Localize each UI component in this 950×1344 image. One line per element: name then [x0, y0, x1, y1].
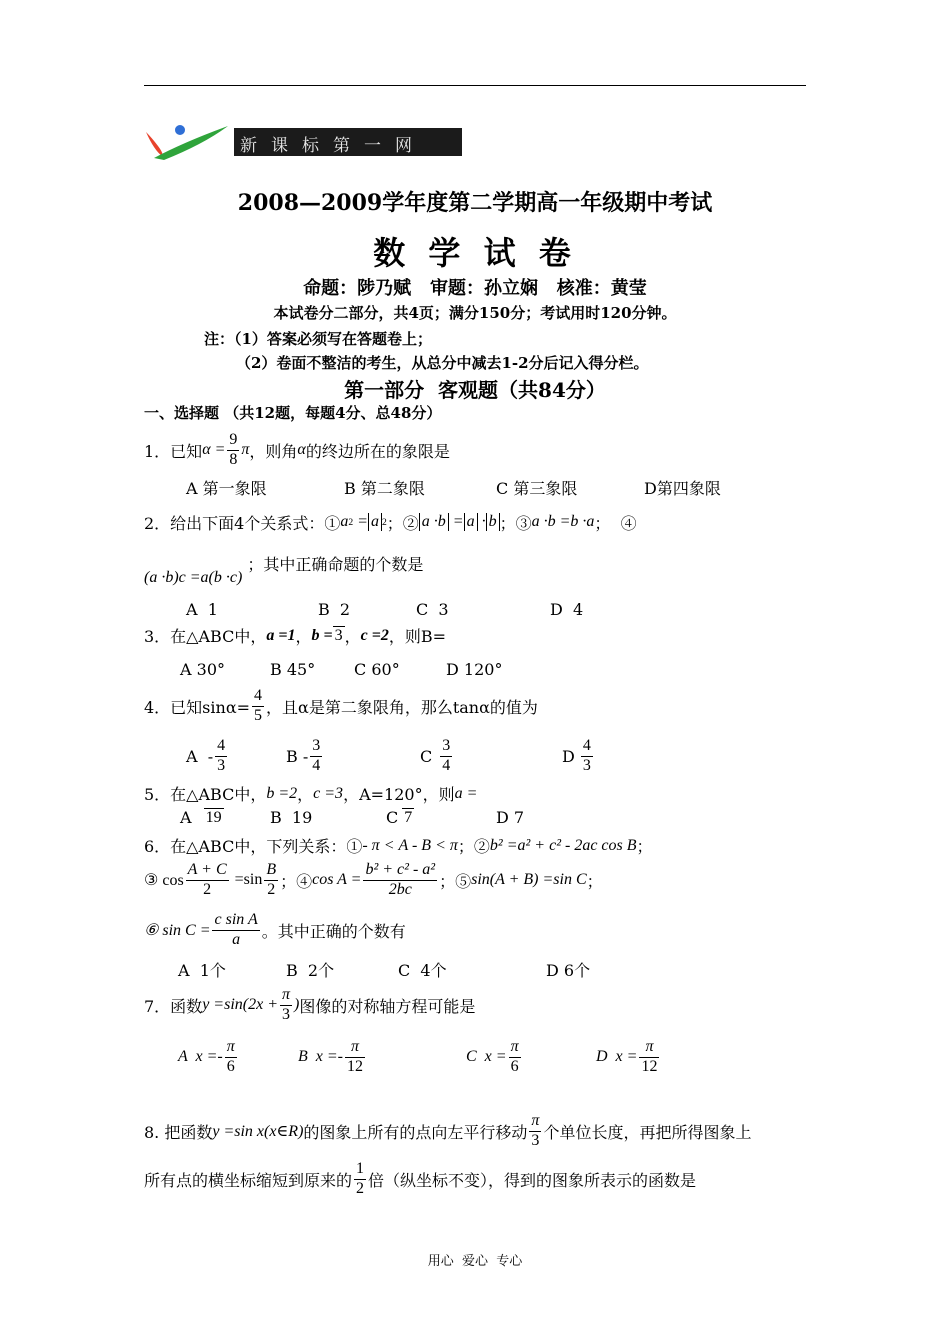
q6-rel6-den: a [232, 930, 241, 948]
q2-option-c[interactable]: C 3 [416, 600, 449, 619]
q5-option-d[interactable]: D 7 [496, 808, 525, 827]
q2-sep2: ；② [386, 513, 419, 533]
q7-prefix: 7．函数 [144, 996, 203, 1016]
q3-option-d[interactable]: D 120° [446, 660, 503, 679]
q7-opt-b-num: π [345, 1038, 365, 1057]
q2-rel1-a: a [340, 513, 349, 530]
q6-line3 [144, 906, 406, 954]
q4-opt-a-label: A - [186, 746, 214, 766]
q7-opt-c-den: 6 [510, 1057, 519, 1075]
q3-b-sqrt: 3 [334, 627, 343, 644]
q6-rel3-frac1 [186, 861, 229, 899]
q5-opt-a-sqrt: 19 [205, 809, 222, 826]
q6-line2 [144, 856, 603, 904]
q7-option-c[interactable] [466, 1034, 523, 1080]
q7-option-d[interactable] [596, 1034, 661, 1080]
q5-c: c =3 [313, 784, 344, 802]
intro-line: 本试卷分二部分，共4页；满分150分；考试用时120分钟。 [273, 304, 677, 322]
q8-den: 3 [531, 1131, 540, 1149]
q1-alpha: α = [202, 441, 226, 458]
q6-option-c[interactable]: C 4个 [398, 961, 447, 980]
q6-option-a[interactable]: A 1个 [178, 961, 226, 980]
q3-c: c =2 [360, 626, 389, 644]
subject-title: 数 学 试 卷 [373, 234, 577, 272]
q8-prefix: 8. 把函数 [144, 1122, 213, 1142]
q5-opt-a-label: A [180, 808, 192, 827]
question-8 [144, 1108, 751, 1154]
q2-option-a[interactable]: A 1 [186, 600, 218, 619]
q7-func: y =sin(2x + [202, 996, 278, 1013]
q1-prefix: 1．已知 [144, 441, 203, 461]
q5-prefix: 5．在△ABC中， [144, 785, 267, 804]
q1-option-a[interactable]: A 第一象限 [186, 479, 267, 498]
q7-opt-d-frac [639, 1038, 659, 1076]
page-footer: 用心 爱心 专心 [427, 1254, 523, 1269]
q7-frac [280, 986, 292, 1024]
q4-den: 5 [254, 706, 263, 724]
q2-option-b[interactable]: B 2 [318, 600, 351, 619]
q1-fraction [227, 431, 239, 469]
q1-den: 8 [229, 450, 238, 468]
q8-line2a: 所有点的横坐标缩短到原来的 [144, 1170, 353, 1190]
q6-option-b[interactable]: B 2个 [286, 961, 335, 980]
header-rule [144, 85, 806, 86]
q5-opt-c-label: C [386, 808, 399, 827]
q7-opt-a-num: π [225, 1038, 237, 1057]
q4-opt-c-num: 3 [440, 737, 452, 756]
q7-opt-a-den: 6 [226, 1057, 235, 1075]
q5-b: b =2 [266, 784, 298, 802]
q8-num: π [529, 1112, 541, 1131]
q4-opt-d-label: D [562, 746, 575, 766]
q8-line2b: 倍（纵坐标不变），得到的图象所表示的函数是 [368, 1170, 697, 1190]
q1-option-b[interactable]: B 第二象限 [344, 479, 425, 498]
q8-den2: 2 [356, 1179, 365, 1197]
q1-text: ，则角 [249, 441, 298, 461]
q1-option-c[interactable]: C 第三象限 [496, 479, 578, 498]
q4-tail: ，且α是第二象限角，那么tanα的值为 [266, 697, 538, 717]
section-heading: 一、选择题 （共12题，每题4分、总48分） [144, 404, 442, 422]
q2-rel1-sup: 2 [348, 516, 354, 528]
q2-option-d[interactable]: D 4 [550, 600, 584, 619]
q4-prefix: 4．已知sinα= [144, 697, 251, 717]
q7-opt-d-num: π [639, 1038, 659, 1057]
q6-rel2: b² =a² + c² - 2ac cos B [489, 836, 637, 854]
q4-fraction [252, 687, 264, 725]
q2-rel2-b: b [486, 513, 500, 531]
q5-a: a = [454, 784, 478, 802]
q7-tail: 图像的对称轴方程可能是 [299, 996, 476, 1016]
q4-opt-c-frac [440, 737, 452, 775]
q6-option-d[interactable]: D 6个 [546, 961, 591, 980]
q5-mid: ，A=120°，则 [343, 785, 455, 804]
exam-title: 2008—2009学年度第二学期高一年级期中考试 [237, 190, 713, 216]
q3-a: a =1 [266, 626, 296, 644]
q4-opt-b-frac [310, 737, 322, 775]
q2-rel1-sup2: 2 [381, 516, 387, 528]
logo-swoosh-icon [144, 122, 234, 162]
logo-text: 新课标第一网 [240, 136, 426, 156]
q7-opt-d-label: D x = [596, 1048, 638, 1065]
q4-opt-d-num: 4 [581, 737, 593, 756]
q3-b: b = [311, 626, 333, 644]
q2-rel1-abs: a [368, 513, 382, 531]
q5-option-b[interactable]: B 19 [270, 808, 313, 827]
q6-rel6-num: c sin A [212, 911, 259, 930]
q7-opt-d-den: 12 [641, 1057, 658, 1075]
question-4 [144, 684, 538, 728]
q3-option-c[interactable]: C 60° [354, 660, 400, 679]
q8-tail: 个单位长度，再把所得图象上 [543, 1122, 752, 1142]
q6-rel3-pre: ③ cos [144, 872, 184, 889]
q2-sep4: ； ④ [594, 513, 637, 533]
q1-pi: π [241, 441, 250, 458]
q4-opt-b-label: B - [286, 746, 309, 766]
q8-frac2 [354, 1160, 366, 1198]
q4-option-d[interactable] [562, 734, 595, 778]
q7-den: 3 [281, 1005, 290, 1023]
q2-rel1-eq: = [353, 513, 368, 530]
q7-opt-b-label: B x =- [298, 1048, 343, 1065]
logo [144, 122, 464, 162]
q6-rel5: sin(A + B) =sin C [471, 871, 587, 888]
q7-opt-a-frac [225, 1038, 237, 1076]
q8-mid: 的图象上所有的点向左平行移动 [303, 1122, 528, 1142]
q4-opt-d-frac [581, 737, 593, 775]
q2-rel4: (a ·b)c =a(b ·c) [144, 569, 243, 586]
q4-opt-b-den: 4 [312, 756, 321, 774]
q1-num: 9 [227, 431, 239, 450]
q6-rel4-num: b² + c² - a² [363, 861, 437, 880]
q6-rel4-den: 2bc [388, 880, 412, 898]
q7-num: π [280, 986, 292, 1005]
q1-text2: 的终边所在的象限是 [305, 441, 450, 461]
q4-opt-d-den: 3 [582, 756, 591, 774]
q7-opt-c-label: C x = [466, 1048, 507, 1065]
q4-opt-a-num: 4 [215, 737, 227, 756]
q8-num2: 1 [354, 1160, 366, 1179]
note-1: 注：（1）答案必须写在答题卷上； [204, 330, 432, 348]
q8-frac [529, 1112, 541, 1150]
q6-rel6-frac [212, 911, 259, 949]
q7-option-a[interactable] [178, 1034, 239, 1080]
q2-rel3: a ·b =b ·a [531, 513, 595, 530]
q4-opt-c-den: 4 [442, 756, 451, 774]
part1-title: 第一部分 客观题（共84分） [344, 378, 606, 402]
authors-line: 命题：陟乃赋 审题：孙立娴 核准：黄莹 [303, 278, 647, 299]
q3-prefix: 3．在△ABC中， [144, 627, 267, 646]
q4-option-a[interactable] [186, 734, 229, 778]
q7-opt-a-label: A x =- [178, 1048, 223, 1065]
question-2 [144, 506, 637, 538]
q5-option-c[interactable] [386, 808, 414, 827]
q4-opt-c-label: C [420, 746, 433, 766]
q4-opt-a-frac [215, 737, 227, 775]
q5-opt-c-sqrt: 7 [404, 809, 413, 826]
q1-option-d[interactable]: D第四象限 [644, 479, 721, 498]
q2-rel2-abs: a ·b [419, 513, 449, 531]
q3-option-a[interactable]: A 30° [180, 660, 225, 679]
question-6 [144, 834, 653, 857]
q2-rel2-dot: · [477, 513, 486, 530]
q6-prefix: 6．在△ABC中，下列关系：① [144, 837, 363, 856]
q2-prefix: 2．给出下面4个关系式：① [144, 513, 341, 533]
q6-sep5: ；⑤ [439, 871, 472, 891]
note-2: （2）卷面不整洁的考生，从总分中减去1-2分后记入得分栏。 [236, 354, 649, 372]
question-1 [144, 428, 450, 472]
q4-opt-a-den: 3 [217, 756, 226, 774]
question-5: 5．在△ABC中， b =2 ， c =3 ，A=120°，则 a = [144, 782, 477, 805]
q6-sep4: ；④ [280, 871, 313, 891]
q1-alpha2: α [297, 441, 306, 458]
q6-sep2: ；② [457, 837, 490, 856]
logo-text-band [234, 128, 462, 156]
q6-rel4-frac [363, 861, 437, 899]
q6-rel3-den1: 2 [203, 880, 212, 898]
q5-option-a[interactable] [180, 808, 224, 827]
q4-option-c[interactable] [420, 734, 454, 778]
q6-rel1: - π < A - B < π [362, 836, 458, 854]
q6-rel6-pre: ⑥ sin C = [144, 922, 211, 939]
q2-rel2-a: a [464, 513, 478, 531]
question-3: 3．在△ABC中， a =1 ， b = 3 ， c =2 ，则B= [144, 624, 446, 647]
q4-opt-b-num: 3 [310, 737, 322, 756]
q7-opt-c-frac [509, 1038, 521, 1076]
q8-line2 [144, 1156, 696, 1202]
q7-option-b[interactable] [298, 1034, 367, 1080]
q7-opt-b-den: 12 [347, 1057, 363, 1075]
q3-option-b[interactable]: B 45° [270, 660, 316, 679]
q7-opt-c-num: π [509, 1038, 521, 1057]
q2-sep3: ；③ [499, 513, 532, 533]
q2-rel2-eq: = [448, 513, 464, 530]
question-7 [144, 982, 475, 1028]
q4-num: 4 [252, 687, 264, 706]
q2-line2 [144, 552, 424, 586]
q6-rel4-pre: cos A = [312, 871, 362, 888]
q6-rel3-num2: B [264, 861, 278, 880]
q4-option-b[interactable] [286, 734, 324, 778]
q6-rel3-num1: A + C [186, 861, 229, 880]
q8-func: y =sin x(x∈R) [212, 1123, 304, 1140]
q7-opt-b-frac [345, 1038, 365, 1076]
q6-rel3-frac2 [264, 861, 278, 899]
q6-semi5: ； [586, 871, 603, 891]
q2-tail: ；其中正确命题的个数是 [247, 555, 424, 574]
q7-close: ) [294, 996, 300, 1013]
q6-rel3-den2: 2 [267, 880, 276, 898]
q3-tail: ，则B= [388, 627, 447, 646]
q6-rel3-mid: =sin [230, 871, 263, 888]
q6-semi: ； [636, 837, 653, 856]
q6-tail: 。其中正确的个数有 [261, 921, 406, 941]
